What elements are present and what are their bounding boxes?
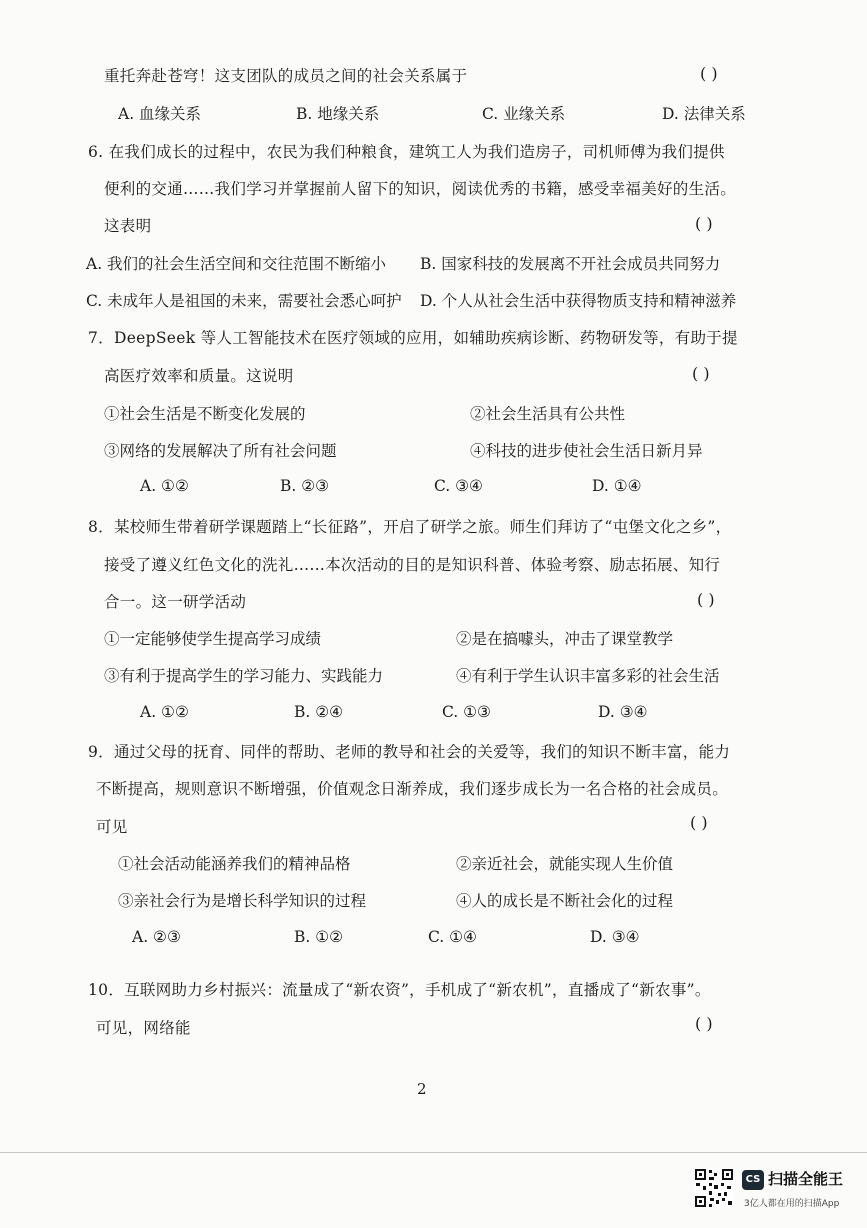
q8-statement-3: ③有利于提高学生的学习能力、实践能力 [104,667,384,685]
q7-line-2: 高医疗效率和质量。这说明 [104,367,294,385]
q5-option-d: D. 法律关系 [662,105,746,123]
q7-option-d: D. ①④ [592,477,642,495]
q5-answer-paren: ( ) [700,64,718,83]
q7-answer-paren: ( ) [692,364,710,383]
q8-option-c: C. ①③ [442,703,491,721]
q7-line-1: 7．DeepSeek 等人工智能技术在医疗领域的应用，如辅助疾病诊断、药物研发等，有助于提 [88,329,738,347]
q8-statement-1: ①一定能够使学生提高学习成绩 [104,630,322,648]
q9-statement-2: ②亲近社会，就能实现人生价值 [456,855,674,873]
q9-option-d: D. ③④ [590,928,640,946]
q9-option-b: B. ①② [294,928,344,946]
q6-line-3: 这表明 [104,217,152,235]
brand-tagline: 3亿人都在用的扫描App [744,1199,840,1209]
q9-answer-paren: ( ) [690,813,708,832]
brand-name: 扫描全能王 [768,1170,844,1188]
q9-line-2: 不断提高，规则意识不断增强，价值观念日渐养成，我们逐步成长为一名合格的社会成员。 [96,780,729,798]
q8-option-a: A. ①② [140,703,189,721]
q6-answer-paren: ( ) [695,214,713,233]
q6-option-d: D. 个人从社会生活中获得物质支持和精神滋养 [420,292,737,310]
q9-option-c: C. ①④ [428,928,477,946]
q5-option-a: A. 血缘关系 [118,105,202,123]
q6-line-2: 便利的交通……我们学习并掌握前人留下的知识，阅读优秀的书籍，感受幸福美好的生活。 [104,180,737,198]
q7-statement-1: ①社会生活是不断变化发展的 [104,405,306,423]
q8-line-1: 8．某校师生带着研学课题踏上“长征路”，开启了研学之旅。师生们拜访了“屯堡文化之乡”， [88,518,732,536]
q6-option-a: A. 我们的社会生活空间和交往范围不断缩小 [86,255,387,273]
q5-stem: 重托奔赴苍穹！这支团队的成员之间的社会关系属于 [104,67,468,85]
q8-statement-2: ②是在搞噱头，冲击了课堂教学 [456,630,674,648]
q7-option-c: C. ③④ [434,477,483,495]
q9-statement-3: ③亲社会行为是增长科学知识的过程 [118,892,367,910]
qr-code-icon [694,1168,734,1208]
q10-answer-paren: ( ) [695,1014,713,1033]
q7-option-a: A. ①② [140,477,189,495]
q9-statement-4: ④人的成长是不断社会化的过程 [456,892,674,910]
q6-line-1: 6. 在我们成长的过程中，农民为我们种粮食，建筑工人为我们造房子，司机师傅为我们提供 [88,143,725,161]
q8-answer-paren: ( ) [697,590,715,609]
q10-line-2: 可见，网络能 [96,1019,191,1037]
q8-line-2: 接受了遵义红色文化的洗礼……本次活动的目的是知识科普、体验考察、励志拓展、知行 [104,556,721,574]
q8-option-b: B. ②④ [294,703,344,721]
q5-option-b: B. 地缘关系 [296,105,380,123]
q9-statement-1: ①社会活动能涵养我们的精神品格 [118,855,351,873]
q7-statement-4: ④科技的进步使社会生活日新月异 [470,442,703,460]
q7-statement-2: ②社会生活具有公共性 [470,405,626,423]
camscanner-logo: CS [742,1170,764,1190]
q7-statement-3: ③网络的发展解决了所有社会问题 [104,442,337,460]
q5-option-c: C. 业缘关系 [482,105,566,123]
q6-option-b: B. 国家科技的发展离不开社会成员共同努力 [420,255,721,273]
q9-line-1: 9．通过父母的抚育、同伴的帮助、老师的教导和社会的关爱等，我们的知识不断丰富，能力 [88,743,731,761]
q8-option-d: D. ③④ [598,703,648,721]
q8-line-3: 合一。这一研学活动 [104,593,247,611]
q10-line-1: 10．互联网助力乡村振兴：流量成了“新农资”，手机成了“新农机”，直播成了“新农事”。 [88,981,711,999]
q7-option-b: B. ②③ [280,477,330,495]
q9-line-3: 可见 [96,818,128,836]
q8-statement-4: ④有利于学生认识丰富多彩的社会生活 [456,667,720,685]
q9-option-a: A. ②③ [132,928,181,946]
page-number: 2 [417,1080,427,1098]
scan-edge-divider [0,1152,867,1153]
q6-option-c: C. 未成年人是祖国的未来，需要社会悉心呵护 [86,292,402,310]
